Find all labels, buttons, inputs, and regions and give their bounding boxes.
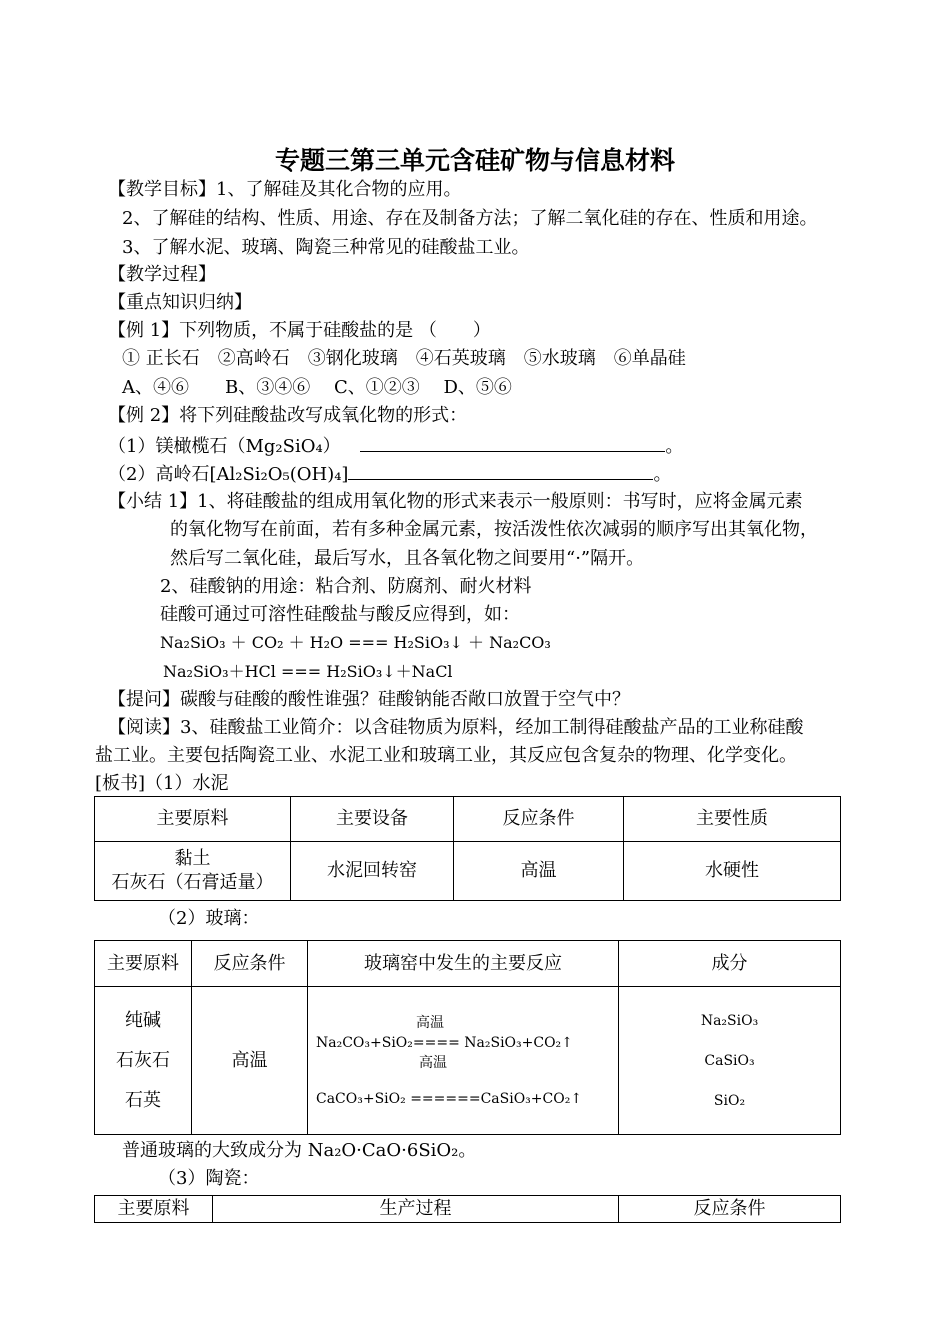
glass-cell-components [619, 987, 841, 1135]
example1-items: ① 正长石 ②高岭石 ③钢化玻璃 ④石英玻璃 ⑤水玻璃 ⑥单晶硅 [122, 348, 686, 369]
page-title: 专题三第三单元含硅矿物与信息材料 [274, 146, 675, 175]
cement-material-clay: 黏土 [174, 848, 211, 869]
reaction1-equation: Na₂CO₃+SiO₂==== Na₂SiO₃+CO₂↑ [316, 1034, 573, 1051]
component-casio3: CaSiO₃ [704, 1052, 755, 1069]
objectives-line-3: 3、了解水泥、玻璃、陶瓷三种常见的硅酸盐工业。 [122, 237, 530, 258]
example2-question: 【例 2】将下列硅酸盐改写成氧化物的形式： [108, 405, 468, 426]
component-na2sio3: Na₂SiO₃ [700, 1012, 759, 1029]
glass-cell-reactions [308, 987, 619, 1135]
ceramic-header-materials: 主要原料 [95, 1196, 213, 1223]
cement-header-conditions: 反应条件 [454, 797, 624, 842]
ceramic-heading: （3）陶瓷： [158, 1168, 260, 1189]
reaction1-condition: 高温 [416, 1014, 444, 1031]
equation-1: Na₂SiO₃ ＋ CO₂ ＋ H₂O === H₂SiO₃↓ ＋ Na₂CO₃ [160, 633, 551, 652]
cement-table [94, 796, 841, 901]
glass-material-soda: 纯碱 [125, 1009, 161, 1031]
glass-header-reactions: 玻璃窑中发生的主要反应 [308, 941, 619, 987]
glass-material-limestone: 石灰石 [116, 1049, 170, 1071]
cement-heading: [板书]（1）水泥 [95, 773, 229, 794]
glass-header-materials: 主要原料 [95, 941, 192, 987]
example2-q2-label: （2）高岭石[Al₂Si₂O₅(OH)₄] [108, 464, 349, 485]
cement-header-equipment: 主要设备 [291, 797, 454, 842]
glass-note: 普通玻璃的大致成分为 Na₂O·CaO·6SiO₂。 [122, 1140, 477, 1161]
example1-question: 【例 1】下列物质，不属于硅酸盐的是 （ ） [108, 320, 491, 341]
glass-header-conditions: 反应条件 [192, 941, 308, 987]
glass-cell-conditions: 高温 [192, 987, 308, 1135]
period: 。 [653, 464, 672, 485]
summary1-line-5: 硅酸可通过可溶性硅酸盐与酸反应得到，如： [160, 604, 520, 625]
example2-q2 [108, 461, 671, 487]
example2-q1 [108, 433, 683, 459]
period: 。 [665, 436, 684, 457]
glass-table [94, 940, 841, 1135]
glass-heading: （2）玻璃： [158, 908, 260, 929]
reaction2-condition: 高温 [419, 1054, 447, 1071]
answer-blank-1[interactable] [360, 433, 665, 452]
reaction2-equation: CaCO₃+SiO₂ ======CaSiO₃+CO₂↑ [316, 1090, 583, 1107]
objectives-line-1: 【教学目标】1、了解硅及其化合物的应用。 [108, 179, 462, 200]
cement-material-limestone: 石灰石（石膏适量） [111, 872, 274, 893]
cement-cell-equipment: 水泥回转窑 [291, 842, 454, 901]
knowledge-heading: 【重点知识归纳】 [108, 292, 252, 313]
cement-cell-materials [95, 842, 291, 901]
cement-header-materials: 主要原料 [95, 797, 291, 842]
glass-header-components: 成分 [619, 941, 841, 987]
cement-cell-properties: 水硬性 [624, 842, 841, 901]
process-heading: 【教学过程】 [108, 264, 216, 285]
component-sio2: SiO₂ [713, 1092, 746, 1109]
glass-material-quartz: 石英 [125, 1089, 161, 1111]
summary1-line-2: 的氧化物写在前面，若有多种金属元素，按活泼性依次减弱的顺序写出其氧化物， [170, 519, 818, 540]
reading-line-2: 盐工业。主要包括陶瓷工业、水泥工业和玻璃工业，其反应包含复杂的物理、化学变化。 [95, 745, 797, 766]
question-line: 【提问】碳酸与硅酸的酸性谁强？硅酸钠能否敞口放置于空气中？ [108, 689, 630, 710]
ceramic-header-process: 生产过程 [213, 1196, 619, 1223]
example1-options: A、④⑥ B、③④⑥ C、①②③ D、⑤⑥ [122, 377, 512, 398]
ceramic-header-conditions: 反应条件 [619, 1196, 841, 1223]
reading-line-1: 【阅读】3、硅酸盐工业简介：以含硅物质为原料，经加工制得硅酸盐产品的工业称硅酸 [108, 717, 804, 738]
summary1-line-1: 【小结 1】1、将硅酸盐的组成用氧化物的形式来表示一般原则：书写时，应将金属元素 [108, 491, 803, 512]
cement-header-properties: 主要性质 [624, 797, 841, 842]
equation-2: Na₂SiO₃＋HCl === H₂SiO₃↓＋NaCl [163, 662, 453, 681]
ceramic-table [94, 1195, 841, 1223]
summary1-line-4: 2、硅酸钠的用途：粘合剂、防腐剂、耐火材料 [160, 576, 532, 597]
summary1-line-3: 然后写二氧化硅，最后写水，且各氧化物之间要用“·”隔开。 [170, 548, 645, 569]
glass-cell-materials [95, 987, 192, 1135]
cement-cell-conditions: 高温 [454, 842, 624, 901]
answer-blank-2[interactable] [348, 461, 653, 480]
objectives-line-2: 2、了解硅的结构、性质、用途、存在及制备方法；了解二氧化硅的存在、性质和用途。 [122, 208, 818, 229]
example2-q1-label: （1）镁橄榄石（Mg₂SiO₄） [108, 436, 341, 457]
